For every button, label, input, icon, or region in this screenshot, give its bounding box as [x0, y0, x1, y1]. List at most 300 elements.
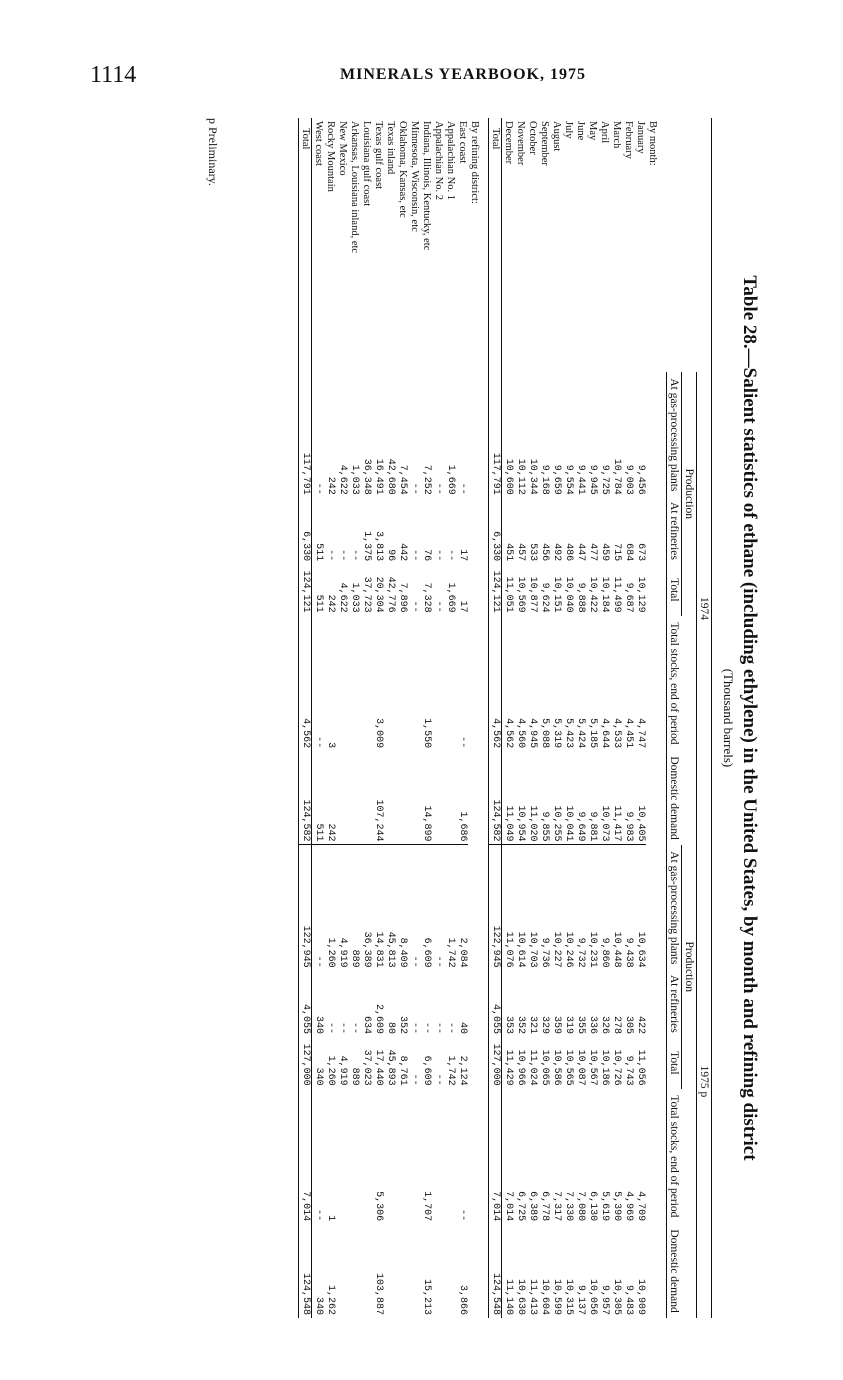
row-label: April — [599, 121, 610, 144]
cell-value: 1,260 — [325, 1055, 336, 1086]
row-label: October — [527, 121, 538, 155]
cell-value: 1,260 — [324, 845, 336, 971]
cell-value: 1 — [325, 1215, 336, 1222]
district-row — [396, 118, 408, 1318]
row-label: January — [635, 121, 646, 154]
district-row — [348, 118, 360, 1318]
cell-value — [444, 1224, 456, 1318]
cell-value: 1,375 — [361, 531, 372, 562]
row-label: March — [611, 121, 622, 149]
cell-value: 442 — [397, 543, 408, 562]
row-label: Rocky Mountain — [325, 121, 336, 192]
cell-value: 353 — [503, 1016, 514, 1035]
cell-value — [360, 616, 372, 751]
cell-value: 305 — [623, 1016, 634, 1035]
cell-value: -- — [325, 549, 336, 562]
cell-value — [384, 616, 396, 751]
district-row — [432, 118, 444, 1318]
cell-value: 684 — [623, 543, 634, 562]
cell-value: 451 — [503, 543, 514, 562]
month-row — [550, 118, 562, 1318]
cell-value: 9,725 — [599, 464, 610, 495]
cell-value: 7,896 — [397, 582, 408, 613]
cell-value: 10,703 — [526, 845, 538, 971]
row-label: Oklahoma, Kansas, etc — [397, 121, 408, 218]
cell-value — [384, 751, 396, 845]
cell-value: 10,305 — [611, 1278, 622, 1315]
cell-value: 9,483 — [623, 1284, 634, 1315]
cell-value: 1,669 — [445, 582, 456, 613]
cell-value: 9,732 — [574, 845, 586, 971]
label-column-header — [667, 118, 712, 372]
cell-value: -- — [457, 736, 468, 749]
cell-value: 4,747 — [635, 718, 646, 749]
cell-value: 352 — [515, 1016, 526, 1035]
cell-value: -- — [433, 1022, 444, 1035]
cell-value: -- — [409, 1022, 420, 1035]
row-label: Appalachian No. 2 — [433, 121, 444, 201]
cell-value: 10,448 — [610, 845, 622, 971]
cell-value: 36,389 — [360, 845, 372, 971]
cell-value: 9,456 — [635, 464, 646, 495]
cell-value: -- — [433, 482, 444, 495]
production-1975-header: Production — [682, 845, 697, 1089]
cell-value: 103,887 — [373, 1272, 384, 1315]
cell-value: 4,919 — [336, 845, 348, 971]
cell-value — [336, 1224, 348, 1318]
year-1974-header: 1974 — [697, 372, 712, 845]
row-label: June — [575, 121, 586, 141]
running-head: MINERALS YEARBOOK, 1975 — [340, 66, 586, 83]
cell-value: -- — [313, 482, 324, 495]
cell-value: -- — [445, 549, 456, 562]
cell-value: 340 — [313, 1296, 324, 1315]
cell-value: 14,899 — [421, 805, 432, 842]
table-title: Table 28.—Salient statistics of ethane (including ethylene) in the United States, by month and refining district — [739, 275, 760, 1161]
cell-value: 4,562 — [299, 616, 312, 751]
cell-value: 15,213 — [421, 1278, 432, 1315]
cell-value: 1,262 — [325, 1284, 336, 1315]
cell-value: 7,328 — [421, 582, 432, 613]
cell-value: -- — [337, 549, 348, 562]
cell-value: 4,969 — [623, 1191, 634, 1222]
cell-value: 2,084 — [456, 845, 468, 971]
cell-value: 1,033 — [349, 464, 360, 495]
cell-value: 10,184 — [599, 576, 610, 613]
cell-value: 17 — [457, 600, 468, 613]
cell-value: 352 — [397, 1016, 408, 1035]
cell-value — [336, 751, 348, 845]
cell-value: 42,680 — [385, 458, 396, 495]
cell-value: -- — [408, 845, 420, 971]
cell-value: 7,014 — [503, 1191, 514, 1222]
cell-value: -- — [313, 1209, 324, 1222]
cell-value — [360, 1224, 372, 1318]
month-row — [598, 118, 610, 1318]
cell-value: 242 — [325, 823, 336, 842]
cell-value: 6,130 — [587, 1191, 598, 1222]
district-row — [372, 118, 384, 1318]
row-label: Texas inland — [385, 121, 396, 175]
cell-value: 10,954 — [515, 805, 526, 842]
cell-value: 36,348 — [361, 458, 372, 495]
table-body — [299, 118, 667, 1318]
cell-value: 4,055 — [489, 971, 502, 1037]
cell-value: 889 — [348, 845, 360, 971]
cell-value: 7,080 — [575, 1191, 586, 1222]
cell-value: 9,168 — [539, 464, 550, 495]
cell-value: -- — [409, 600, 420, 613]
row-label: New Mexico — [337, 121, 348, 176]
row-label: East coast — [457, 121, 468, 164]
cell-value: 11,140 — [503, 1278, 514, 1315]
cell-value: 117,791 — [489, 372, 502, 498]
cell-value: 11,413 — [527, 1278, 538, 1315]
cell-value — [360, 1089, 372, 1224]
cell-value: 42,776 — [385, 576, 396, 613]
cell-value: 3,813 — [373, 531, 384, 562]
cell-value: 45,893 — [385, 1049, 396, 1086]
cell-value: 6,389 — [527, 1191, 538, 1222]
cell-value: 127,000 — [299, 1037, 312, 1089]
cell-value: -- — [325, 1022, 336, 1035]
row-label: Total — [489, 118, 502, 372]
cell-value — [432, 751, 444, 845]
cell-value — [408, 616, 420, 751]
cell-value — [336, 616, 348, 751]
cell-value: 9,137 — [575, 1284, 586, 1315]
cell-value: 7,252 — [421, 464, 432, 495]
refineries-1975-header: At refineries — [667, 971, 682, 1037]
cell-value: 10,784 — [611, 458, 622, 495]
cell-value: 10,405 — [635, 805, 646, 842]
cell-value: 329 — [539, 1016, 550, 1035]
row-label: West coast — [313, 121, 324, 166]
cell-value — [348, 1224, 360, 1318]
cell-value — [432, 616, 444, 751]
total-1974-header: Total — [667, 564, 682, 616]
cell-value: 459 — [599, 543, 610, 562]
cell-value: 511 — [313, 594, 324, 613]
cell-value: 3 — [325, 742, 336, 749]
demand-1974-header: Domestic demand — [667, 751, 697, 845]
cell-value: 6,725 — [515, 1191, 526, 1222]
cell-value: -- — [337, 1022, 348, 1035]
row-label: February — [623, 121, 634, 159]
cell-value: 16,491 — [373, 458, 384, 495]
cell-value: 40 — [457, 1022, 468, 1035]
cell-value: 9,649 — [575, 811, 586, 842]
cell-value: 4,560 — [515, 718, 526, 749]
cell-value — [432, 1089, 444, 1224]
month-row — [586, 118, 598, 1318]
cell-value: 477 — [587, 543, 598, 562]
cell-value: 3,866 — [457, 1284, 468, 1315]
district-section-heading-label: By refining district: — [469, 121, 480, 204]
cell-value: 457 — [515, 543, 526, 562]
cell-value: 8,409 — [396, 845, 408, 971]
district-row — [420, 118, 432, 1318]
cell-value: 634 — [361, 1016, 372, 1035]
cell-value: 1,550 — [421, 718, 432, 749]
cell-value: 11,049 — [503, 805, 514, 842]
cell-value — [444, 616, 456, 751]
cell-value: 1,742 — [445, 1055, 456, 1086]
cell-value: 10,186 — [599, 1049, 610, 1086]
district-row — [384, 118, 396, 1318]
cell-value: 9,888 — [575, 582, 586, 613]
cell-value: 122,945 — [489, 845, 502, 971]
cell-value — [384, 1224, 396, 1318]
cell-value: 10,056 — [587, 1278, 598, 1315]
cell-value: 17,440 — [373, 1049, 384, 1086]
demand-1975-header: Domestic demand — [667, 1224, 697, 1318]
cell-value: 124,548 — [489, 1224, 502, 1318]
cell-value: 80 — [385, 1022, 396, 1035]
year-1975-header: 1975 p — [697, 845, 712, 1318]
cell-value — [444, 751, 456, 845]
total-1975-header: Total — [667, 1037, 682, 1089]
district-row — [336, 118, 348, 1318]
cell-value: 10,246 — [562, 845, 574, 971]
cell-value: 107,244 — [373, 799, 384, 842]
month-row — [634, 118, 646, 1318]
footnote: p Preliminary. — [206, 118, 220, 186]
cell-value: 8,761 — [397, 1055, 408, 1086]
cell-value: 11,051 — [503, 576, 514, 613]
cell-value: 486 — [563, 543, 574, 562]
cell-value: 10,112 — [515, 458, 526, 495]
cell-value: -- — [432, 845, 444, 971]
cell-value: 11,024 — [527, 1049, 538, 1086]
cell-value — [396, 616, 408, 751]
cell-value: 11,076 — [502, 845, 515, 971]
month-row — [574, 118, 586, 1318]
cell-value: 9,659 — [551, 464, 562, 495]
row-label: Minnesota, Wisconsin, etc — [409, 121, 420, 232]
district-row — [456, 118, 468, 1318]
cell-value: 9,881 — [587, 811, 598, 842]
cell-value: 10,614 — [514, 845, 526, 971]
cell-value: 5,619 — [599, 1191, 610, 1222]
cell-value: 6,330 — [489, 498, 502, 564]
row-label: Texas gulf coast — [373, 121, 384, 190]
cell-value: 11,417 — [611, 805, 622, 842]
cell-value: 9,003 — [623, 464, 634, 495]
cell-value: 124,582 — [489, 751, 502, 845]
cell-value: 422 — [635, 1016, 646, 1035]
cell-value: 20,304 — [373, 576, 384, 613]
cell-value — [348, 751, 360, 845]
cell-value: 10,087 — [575, 1049, 586, 1086]
cell-value: -- — [313, 736, 324, 749]
cell-value: 9,860 — [598, 845, 610, 971]
month-row — [526, 118, 538, 1318]
month-total-row — [489, 118, 502, 1318]
cell-value: 4,644 — [599, 718, 610, 749]
cell-value: 321 — [527, 1016, 538, 1035]
cell-value: 9,624 — [539, 582, 550, 613]
cell-value: 4,622 — [337, 464, 348, 495]
cell-value: 10,726 — [611, 1049, 622, 1086]
cell-value: 326 — [599, 1016, 610, 1035]
cell-value: 11,499 — [611, 576, 622, 613]
cell-value: -- — [433, 600, 444, 613]
cell-value: 10,565 — [563, 1049, 574, 1086]
cell-value: 5,423 — [563, 718, 574, 749]
cell-value: 124,121 — [299, 564, 312, 616]
month-row — [622, 118, 634, 1318]
cell-value — [384, 1089, 396, 1224]
cell-value: 278 — [611, 1016, 622, 1035]
cell-value: 5,185 — [587, 718, 598, 749]
cell-value: 6,778 — [539, 1191, 550, 1222]
cell-value: -- — [433, 549, 444, 562]
cell-value: 1,742 — [444, 845, 456, 971]
gas-plants-1974-header: At gas-processing plants — [667, 372, 682, 498]
cell-value: -- — [349, 1022, 360, 1035]
cell-value: 9,736 — [538, 845, 550, 971]
cell-value: 7,014 — [299, 1089, 312, 1224]
month-row — [514, 118, 526, 1318]
cell-value: 96 — [385, 549, 396, 562]
month-row — [610, 118, 622, 1318]
cell-value: 10,227 — [550, 845, 562, 971]
row-label: December — [503, 121, 514, 165]
cell-value: 124,548 — [299, 1224, 312, 1318]
cell-value: 10,569 — [515, 576, 526, 613]
table-subtitle: (Thousand barrels) — [721, 668, 736, 768]
cell-value: 10,877 — [527, 576, 538, 613]
cell-value: 37,023 — [361, 1049, 372, 1086]
page-header — [0, 62, 843, 92]
cell-value: 6,609 — [421, 1055, 432, 1086]
cell-value — [408, 1224, 420, 1318]
cell-value — [408, 1089, 420, 1224]
production-1974-header: Production — [682, 372, 697, 616]
cell-value: 511 — [313, 823, 324, 842]
cell-value: 340 — [313, 1067, 324, 1086]
cell-value: 9,945 — [587, 464, 598, 495]
cell-value: 7,317 — [551, 1191, 562, 1222]
cell-value: 4,055 — [299, 971, 312, 1037]
cell-value — [408, 751, 420, 845]
cell-value: 9,438 — [622, 845, 634, 971]
cell-value: 359 — [551, 1016, 562, 1035]
row-label: Louisiana gulf coast — [361, 121, 372, 207]
month-section-heading-label: By month: — [647, 121, 658, 166]
cell-value: 14,831 — [372, 845, 384, 971]
cell-value: 2,124 — [457, 1055, 468, 1086]
row-label: Total — [299, 118, 312, 372]
cell-value: -- — [433, 1073, 444, 1086]
cell-value: -- — [457, 1209, 468, 1222]
cell-value: 533 — [527, 543, 538, 562]
cell-value — [396, 751, 408, 845]
cell-value: 7,014 — [489, 1089, 502, 1224]
cell-value: -- — [421, 1022, 432, 1035]
cell-value: 10,231 — [586, 845, 598, 971]
cell-value: 319 — [563, 1016, 574, 1035]
cell-value: 6,609 — [420, 845, 432, 971]
cell-value: 7,330 — [563, 1191, 574, 1222]
cell-value — [432, 1224, 444, 1318]
month-row — [562, 118, 574, 1318]
cell-value: 9,554 — [563, 464, 574, 495]
cell-value — [396, 1224, 408, 1318]
cell-value: 3,009 — [373, 718, 384, 749]
cell-value: 10,073 — [599, 805, 610, 842]
cell-value: 10,129 — [635, 576, 646, 613]
cell-value: 340 — [313, 1016, 324, 1035]
cell-value: 715 — [611, 543, 622, 562]
cell-value: 127,000 — [489, 1037, 502, 1089]
cell-value: 4,709 — [635, 1191, 646, 1222]
cell-value: 10,422 — [587, 576, 598, 613]
district-row — [444, 118, 456, 1318]
row-label: Indiana, Illinois, Kentucky, etc — [421, 121, 432, 251]
cell-value — [348, 1089, 360, 1224]
cell-value: 9,743 — [623, 1055, 634, 1086]
cell-value: 10,315 — [563, 1278, 574, 1315]
rotated-table-block — [200, 118, 760, 1318]
cell-value: 5,088 — [539, 718, 550, 749]
cell-value — [444, 1089, 456, 1224]
cell-value: 242 — [325, 476, 336, 495]
row-label: Appalachian No. 1 — [445, 121, 456, 201]
ethane-statistics-table — [298, 118, 712, 1318]
cell-value: 7,454 — [397, 464, 408, 495]
row-label: August — [551, 121, 562, 152]
district-section-heading — [468, 118, 489, 1318]
cell-value: 9,855 — [539, 811, 550, 842]
cell-value: -- — [409, 1073, 420, 1086]
cell-value: 117,791 — [299, 372, 312, 498]
cell-value: 5,390 — [611, 1191, 622, 1222]
cell-value: -- — [312, 845, 325, 971]
cell-value: 37,723 — [361, 576, 372, 613]
row-label: May — [587, 121, 598, 141]
cell-value: 4,451 — [623, 718, 634, 749]
district-row — [324, 118, 336, 1318]
cell-value: 9,983 — [623, 811, 634, 842]
cell-value: 889 — [349, 1067, 360, 1086]
cell-value: 76 — [421, 549, 432, 562]
district-total-row — [299, 118, 312, 1318]
row-label: September — [539, 121, 550, 166]
gas-plants-1975-header: At gas-processing plants — [667, 845, 682, 971]
cell-value: -- — [409, 549, 420, 562]
cell-value: 242 — [325, 594, 336, 613]
cell-value: 447 — [575, 543, 586, 562]
cell-value — [348, 616, 360, 751]
month-section-heading — [646, 118, 667, 1318]
row-label: July — [563, 121, 574, 139]
cell-value: 10,151 — [551, 576, 562, 613]
cell-value: 10,586 — [551, 1049, 562, 1086]
cell-value: -- — [445, 1022, 456, 1035]
cell-value: 4,562 — [489, 616, 502, 751]
cell-value: 122,945 — [299, 845, 312, 971]
cell-value: 10,344 — [527, 458, 538, 495]
cell-value: 5,306 — [373, 1191, 384, 1222]
cell-value: 11,020 — [527, 805, 538, 842]
cell-value: 4,945 — [527, 718, 538, 749]
cell-value: 10,599 — [551, 1278, 562, 1315]
cell-value: 10,604 — [539, 1278, 550, 1315]
cell-value: 10,909 — [635, 1278, 646, 1315]
cell-value: 5,319 — [551, 718, 562, 749]
